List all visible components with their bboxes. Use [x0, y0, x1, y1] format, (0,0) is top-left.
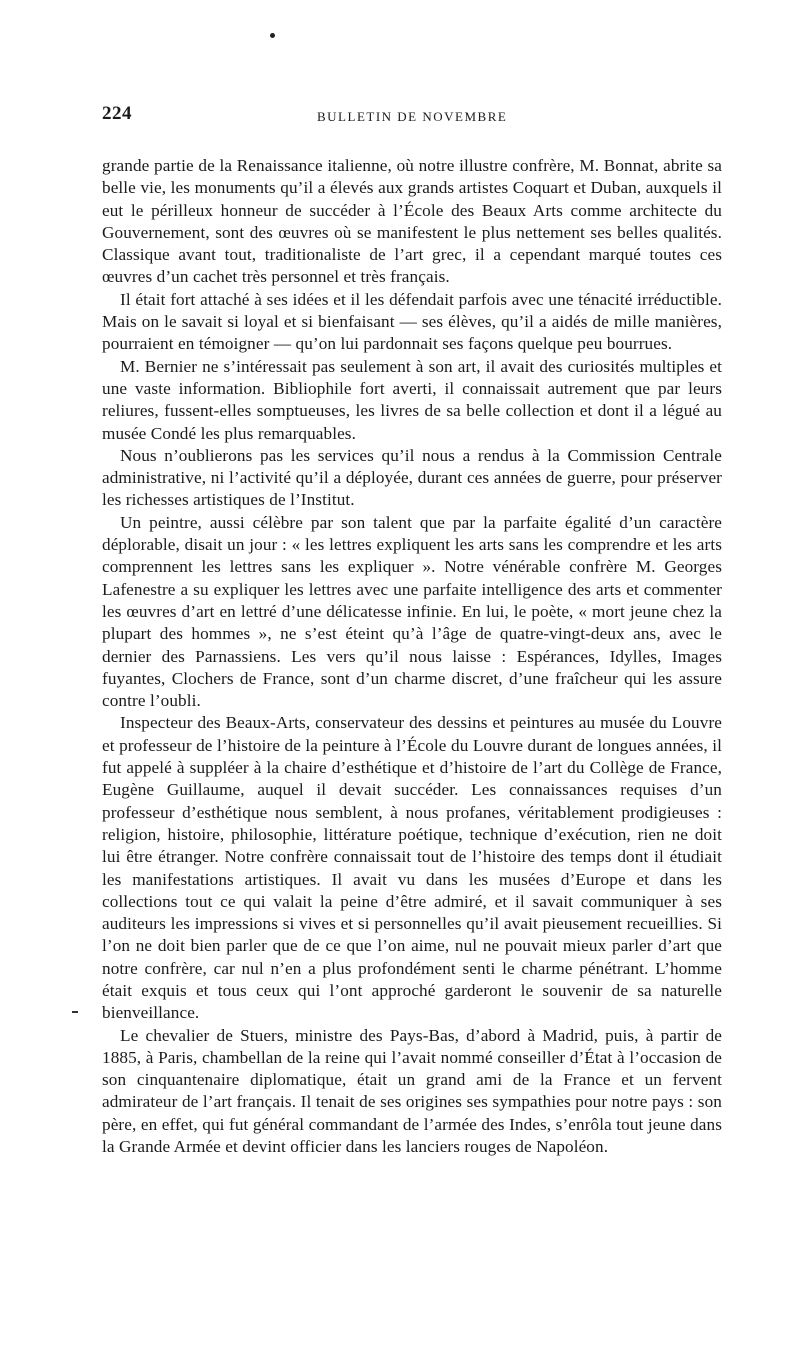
paragraph: Inspecteur des Beaux-Arts, conservateur des dessins et peintures au musée du Louvre et professeur de l’histoire de la peinture à l’École du Louvre durant de longues années, il fut appelé à suppléer à la chaire d’esthétique et d’histoire de l’art du Collège de France, Eugène Guillaume, auquel il devait succéder. Les connaissances requises d’un professeur d’esthétique nous semblent, à nous profanes, véritablement prodigieuses : religion, histoire, philosophie, littérature poétique, technique d’exécution, rien ne doit lui être étranger. Notre confrère connaissait tout de l’histoire des temps dont il étudiait les manifestations artistiques. Il avait vu dans les musées d’Europe et dans les collections tout ce qui valait la peine d’être admiré, et il savait communiquer à ses auditeurs les impressions si vives et si personnelles qu’il avait pieusement recueillies. Si l’on ne doit bien parler que de ce que l’on aime, nul ne pouvait mieux parler d’art que notre confrère, car nul n’en a plus profondément senti le charme pénétrant. L’homme était exquis et tous ceux qui l’ont approché garderont le souvenir de sa naturelle bienveillance. [102, 713, 722, 1023]
paragraph: Le chevalier de Stuers, ministre des Pays-Bas, d’abord à Madrid, puis, à partir de 1885, à Paris, chambellan de la reine qui l’avait nommé conseiller d’État à l’occasion de son cinquantenaire diplomatique, était un grand ami de la France et un fervent admirateur de l’art français. Il tenait de ses origines ses sympathies pour notre pays : son père, en effet, qui fut général commandant de l’armée des Indes, s’enrôla tout jeune dans la Grande Armée et devint officier dans les lanciers rouges de Napoléon. [102, 1025, 722, 1157]
paragraph: M. Bernier ne s’intéressait pas seulement à son art, il avait des curiosités multiples et une vaste information. Bibliophile fort averti, il connaissait autrement que par leurs reliures, fussent-elles somptueuses, les livres de sa belle collection et dont il a légué au musée Condé les plus remarquables. [102, 356, 722, 443]
running-title: BULLETIN DE NOVEMBRE [317, 109, 508, 124]
page-number: 224 [102, 103, 132, 124]
ink-dot-mark [270, 33, 275, 38]
body-text [102, 155, 722, 1158]
paragraph: Un peintre, aussi célèbre par son talent que par la parfaite égalité d’un caractère déplorable, disait un jour : « les lettres expliquent les arts sans les comprendre et les arts comprennent les lettres sans les expliquer ». Notre vénérable confrère M. Georges Lafenestre a su expliquer les lettres avec une parfaite intelligence des arts et commenter les œuvres d’art en lettré d’une délicatesse infinie. En lui, le poète, « mort jeune chez la plupart des hommes », ne s’est éteint qu’à l’âge de quatre-vingt-deux ans, avec le dernier des Parnassiens. Les vers qu’il nous laisse : Espérances, Idylles, Images fuyantes, Clochers de France, sont d’un charme discret, d’une fraîcheur qui les assure contre l’oubli. [102, 512, 722, 711]
paragraph: grande partie de la Renaissance italienne, où notre illustre confrère, M. Bonnat, abrite sa belle vie, les monuments qu’il a élevés aux grands artistes Coquart et Duban, auxquels il eut le périlleux honneur de succéder à l’École des Beaux Arts comme architecte du Gouvernement, sont des œuvres où se manifestent le plus nettement ses belles qualités. Classique avant tout, traditionaliste de l’art grec, il a cependant marqué toutes ces œuvres d’un cachet très personnel et très français. [102, 156, 722, 287]
paragraph: Il était fort attaché à ses idées et il les défendait parfois avec une ténacité irréductible. Mais on le savait si loyal et si bienfaisant — ses élèves, qu’il a aidés de mille manières, pourraient en témoigner — qu’on lui pardonnait ses façons quelque peu bourrues. [102, 289, 722, 354]
page-header [102, 103, 722, 133]
paragraph: Nous n’oublierons pas les services qu’il nous a rendus à la Commission Centrale administrative, ni l’activité qu’il a déployée, durant ces années de guerre, pour préserver les richesses artistiques de l’Institut. [102, 445, 722, 510]
margin-dash-mark [72, 1011, 78, 1013]
